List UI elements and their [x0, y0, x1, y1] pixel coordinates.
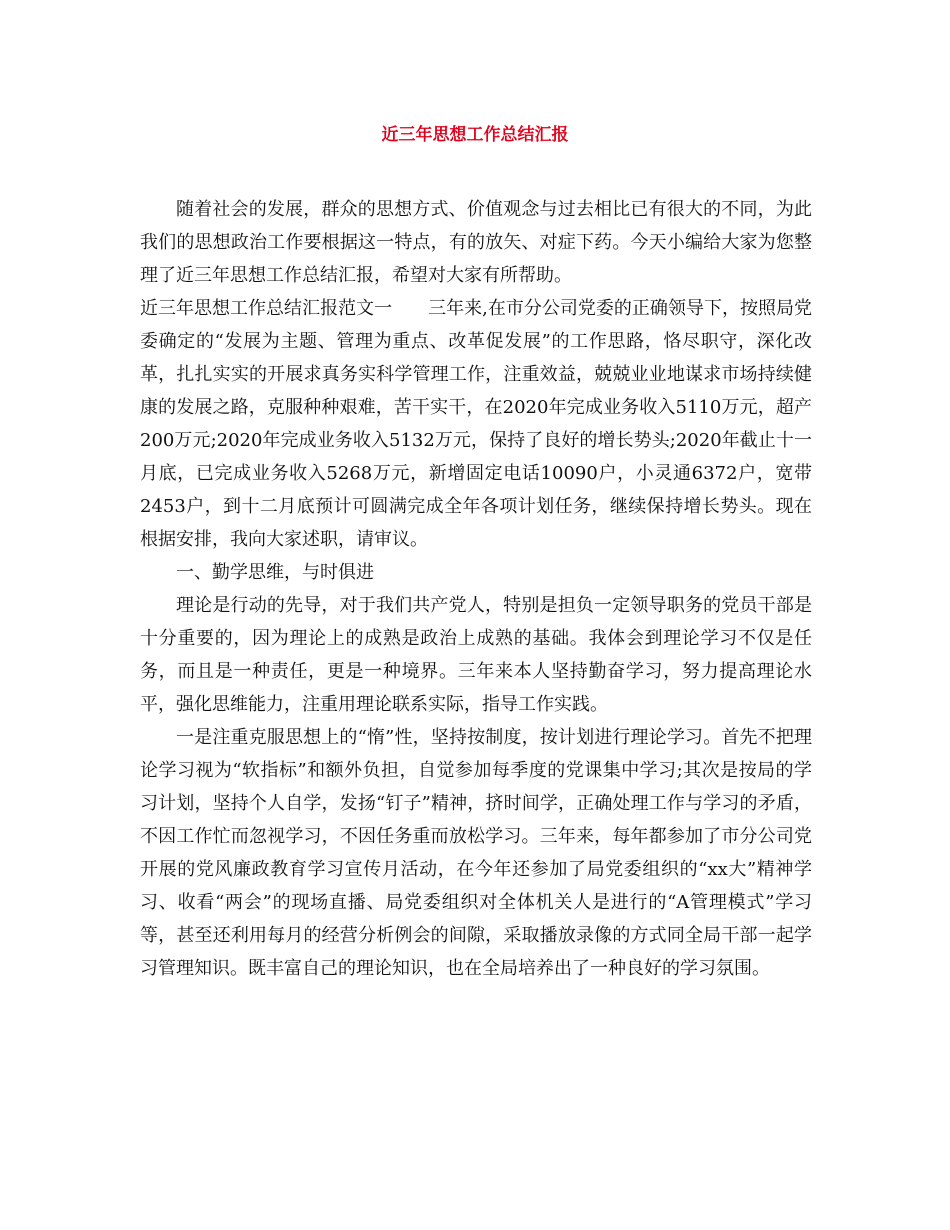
section-paragraph-2: 一是注重克服思想上的“惰”性，坚持按制度，按计划进行理论学习。首先不把理论学习视为“软指标”和额外负担，自觉参加每季度的党课集中学习;其次是按局的学习计划，坚持个人自学，发扬“钉子”精神，挤时间学，正确处理工作与学习的矛盾，不因工作忙而忽视学习，不因任务重而放松学习。三年来，每年都参加了市分公司党开展的党风廉政教育学习宣传月活动，在今年还参加了局党委组织的“xx大”精神学习、收看“两会”的现场直播、局党委组织对全体机关人是进行的“A管理模式”学习等，甚至还利用每月的经营分析例会的间隙，采取播放录像的方式同全局干部一起学习管理知识。既丰富自己的理论知识，也在全局培养出了一种良好的学习氛围。: [140, 727, 812, 979]
document-title: 近三年思想工作总结汇报: [381, 125, 569, 145]
section-paragraph-1: 理论是行动的先导，对于我们共产党人，特别是担负一定领导职务的党员干部是十分重要的，因为理论上的成熟是政治上成熟的基础。我体会到理论学习不仅是任务，而且是一种责任，更是一种境界。三年来本人坚持勤奋学习，努力提高理论水平，强化思维能力，注重用理论联系实际，指导工作实践。: [140, 595, 812, 715]
section-heading: 一、勤学思维，与时俱进: [176, 562, 374, 583]
intro-paragraph: 随着社会的发展，群众的思想方式、价值观念与过去相比已有很大的不同，为此我们的思想政治工作要根据这一特点，有的放矢、对症下药。今天小编给大家为您整理了近三年思想工作总结汇报，希望对大家有所帮助。: [140, 199, 812, 286]
sample-lead-text: 三年来,在市分公司党委的正确领导下，按照局党委确定的“发展为主题、管理为重点、改革促发展”的工作思路，恪尽职守，深化改革，扎扎实实的开展求真务实科学管理工作，注重效益，兢兢业业地谋求市场持续健康的发展之路，克服种种艰难，苦干实干，在2020年完成业务收入5110万元，超产200万元;2020年完成业务收入5132万元，保持了良好的增长势头;2020年截止十一月底，已完成业务收入5268万元，新增固定电话10090户，小灵通6372户，宽带2453户，到十二月底预计可圆满完成全年各项计划任务，继续保持增长势头。现在根据安排，我向大家述职，请审议。: [140, 298, 812, 550]
sample-heading: 近三年思想工作总结汇报范文一: [140, 298, 393, 319]
document-body: [140, 193, 812, 985]
sample-paragraph: [140, 292, 812, 556]
